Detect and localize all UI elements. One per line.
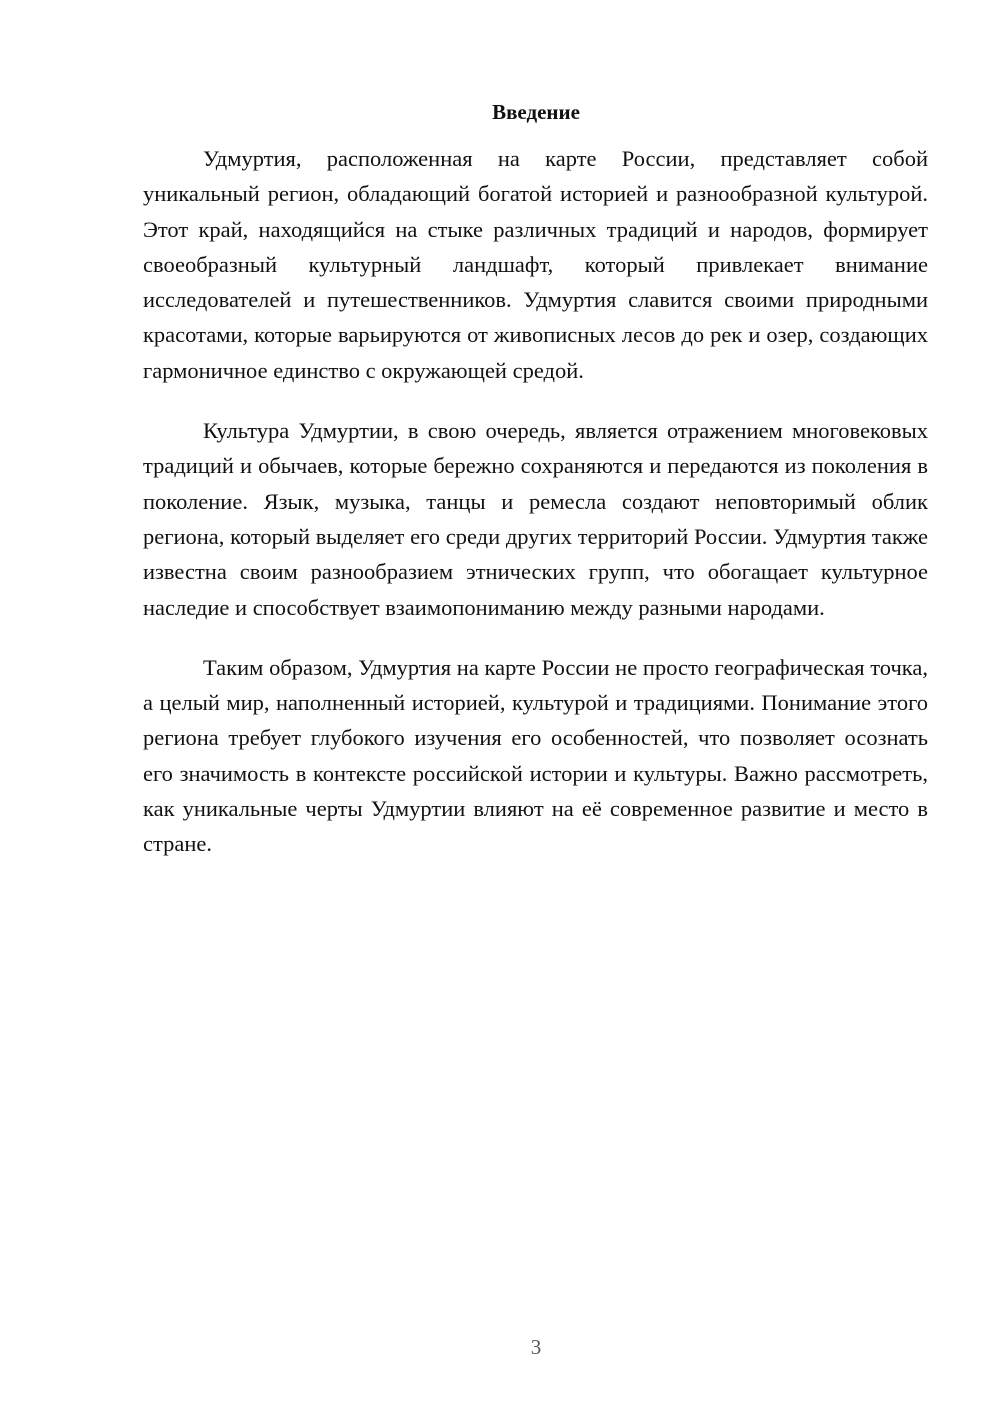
body-text (143, 141, 928, 887)
section-title: Введение (492, 100, 580, 124)
paragraph-1: Удмуртия, расположенная на карте России, представляет собой уникальный регион, обладающий богатой историей и разнообразной культурой. Этот край, находящийся на стыке различных традиций и народов, формирует своеобразный культурный ландшафт, который привлекает внимание исследователей и путешественников. Удмуртия славится своими природными красотами, которые варьируются от живописных лесов до рек и озер, создающих гармоничное единство с окружающей средой. (143, 146, 928, 383)
paragraph-3: Таким образом, Удмуртия на карте России не просто географическая точка, а целый мир, наполненный историей, культурой и традициями. Понимание этого региона требует глубокого изучения его особенностей, что позволяет осознать его значимость в контексте российской истории и культуры. Важно рассмотреть, как уникальные черты Удмуртии влияют на её современное развитие и место в стране. (143, 654, 928, 857)
page-number: 3 (530, 1335, 542, 1359)
paragraph-2: Культура Удмуртии, в свою очередь, является отражением многовековых традиций и обычаев, которые бережно сохраняются и передаются из поколения в поколение. Язык, музыка, танцы и ремесла создают неповторимый облик региона, который выделяет его среди других территорий России. Удмуртия также известна своим разнообразием этнических групп, что обогащает культурное наследие и способствует взаимопониманию между разными народами. (143, 418, 928, 620)
